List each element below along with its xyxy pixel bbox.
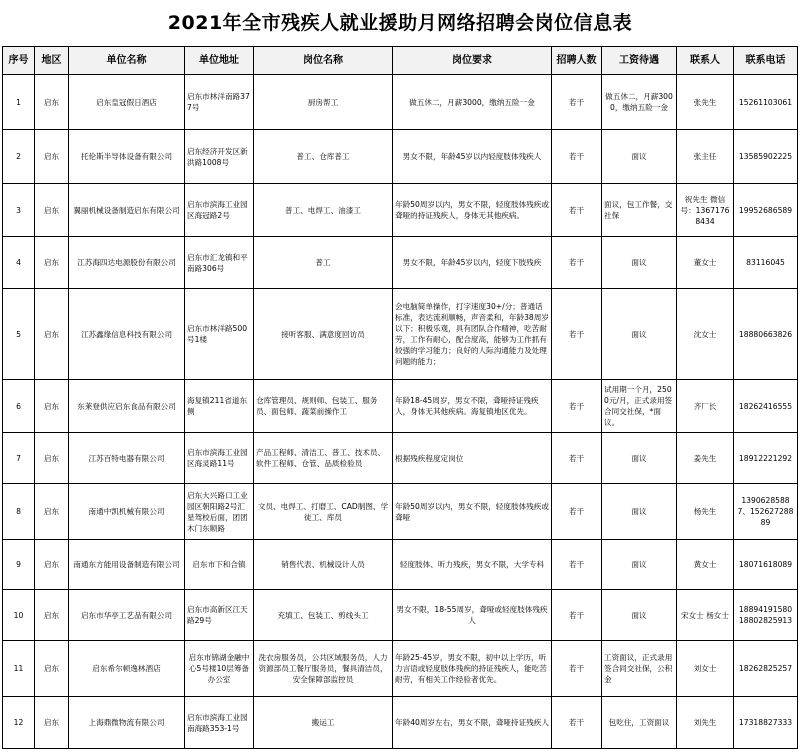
table-row	[3, 380, 798, 433]
header-row	[3, 47, 798, 75]
cell-contact: 齐厂长	[677, 380, 734, 433]
cell-salary: 做五休二，月薪3000，缴纳五险一金	[602, 75, 677, 130]
cell-company: 江苏百特电器有限公司	[69, 433, 185, 484]
cell-region: 启东	[35, 184, 69, 237]
cell-requirement: 男女不限，年龄45岁以内轻度肢体残疾人	[393, 130, 552, 184]
cell-requirement: 年龄25-45岁，男女不限，初中以上学历，听力言语或轻度肢体残疾的持证残疾人，能吃苦耐劳，有相关工作经验者优先。	[393, 641, 552, 697]
sheet-title: 2021年全市残疾人就业援助月网络招聘会岗位信息表	[167, 12, 633, 34]
cell-no: 8	[3, 484, 35, 540]
cell-contact: 黄女士	[677, 540, 734, 590]
cell-region: 启东	[35, 75, 69, 130]
cell-region: 启东	[35, 590, 69, 641]
cell-region: 启东	[35, 641, 69, 697]
table-row	[3, 484, 798, 540]
cell-salary: 面议，包工作餐，交社保	[602, 184, 677, 237]
cell-company: 托伦斯半导体设备有限公司	[69, 130, 185, 184]
cell-address: 启东市滨海工业园南海路353-1号	[185, 697, 254, 749]
cell-requirement: 年龄40周岁左右，男女不限，聋哑持证残疾人	[393, 697, 552, 749]
cell-address: 海复镇211省道东侧	[185, 380, 254, 433]
cell-count: 若干	[552, 380, 602, 433]
cell-no: 7	[3, 433, 35, 484]
cell-requirement: 年龄50周岁以内，男女不限，轻度肢体残疾或聋哑的持证残疾人，身体无其他疾病。	[393, 184, 552, 237]
cell-address: 启东市滨海工业园区海灵路11号	[185, 433, 254, 484]
cell-position: 洗衣房服务员，公共区域服务员，人力资源部员工餐厅服务员，餐具清洁员，安全保障部监控员	[254, 641, 393, 697]
cell-requirement: 男女不限，18-55周岁，聋哑或轻度肢体残疾人	[393, 590, 552, 641]
cell-address: 启东市锦湖金融中心5号楼10层筹备办公室	[185, 641, 254, 697]
cell-position: 普工、仓库普工	[254, 130, 393, 184]
table-row	[3, 289, 798, 380]
cell-company: 东莱登供应启东食品有限公司	[69, 380, 185, 433]
header-address: 单位地址	[185, 47, 254, 75]
table-row	[3, 130, 798, 184]
cell-address: 启东市高新区江天路29号	[185, 590, 254, 641]
cell-salary: 工资面议，正式录用签合同交社保，公积金	[602, 641, 677, 697]
header-salary: 工资待遇	[602, 47, 677, 75]
table-row	[3, 433, 798, 484]
cell-salary: 试用期一个月，2500元/月，正式录用签合同交社保，*面议。	[602, 380, 677, 433]
cell-requirement: 根据残疾程度定岗位	[393, 433, 552, 484]
cell-company: 上海鼎微物流有限公司	[69, 697, 185, 749]
cell-count: 若干	[552, 697, 602, 749]
cell-requirement: 轻度肢体、听力残疾，男女不限，大学专科	[393, 540, 552, 590]
cell-contact: 董女士	[677, 237, 734, 289]
cell-address: 启东市汇龙镇和平南路306号	[185, 237, 254, 289]
cell-phone: 83116045	[734, 237, 798, 289]
cell-salary: 面议	[602, 433, 677, 484]
cell-salary: 面议	[602, 590, 677, 641]
table-row	[3, 184, 798, 237]
cell-phone: 19952686589	[734, 184, 798, 237]
table-row	[3, 540, 798, 590]
cell-no: 2	[3, 130, 35, 184]
cell-region: 启东	[35, 380, 69, 433]
cell-phone: 13585902225	[734, 130, 798, 184]
cell-count: 若干	[552, 289, 602, 380]
cell-no: 4	[3, 237, 35, 289]
cell-requirement: 男女不限，年龄45岁以内，轻度下肢残疾	[393, 237, 552, 289]
cell-phone: 18071618089	[734, 540, 798, 590]
cell-region: 启东	[35, 289, 69, 380]
table-row	[3, 75, 798, 130]
cell-company: 南通中凯机械有限公司	[69, 484, 185, 540]
cell-contact: 刘先生	[677, 697, 734, 749]
cell-salary: 面议	[602, 484, 677, 540]
table-row	[3, 590, 798, 641]
cell-count: 若干	[552, 590, 602, 641]
cell-count: 若干	[552, 130, 602, 184]
cell-requirement: 年龄50周岁以内，男女不限，轻度肢体残疾或聋哑	[393, 484, 552, 540]
cell-no: 10	[3, 590, 35, 641]
cell-company: 江苏鑫缘信息科技有限公司	[69, 289, 185, 380]
cell-phone: 17318827333	[734, 697, 798, 749]
cell-count: 若干	[552, 540, 602, 590]
header-requirement: 岗位要求	[393, 47, 552, 75]
cell-no: 11	[3, 641, 35, 697]
cell-no: 6	[3, 380, 35, 433]
table-row	[3, 641, 798, 697]
table-row	[3, 237, 798, 289]
header-position: 岗位名称	[254, 47, 393, 75]
cell-company: 江苏海四达电源股份有限公司	[69, 237, 185, 289]
cell-position: 产品工程师、清洁工、普工、技术员、软件工程师、仓管、品质检验员	[254, 433, 393, 484]
cell-phone: 18262416555	[734, 380, 798, 433]
cell-company: 南通东方能用设备制造有限公司	[69, 540, 185, 590]
cell-address: 启东市下和合镇	[185, 540, 254, 590]
cell-count: 若干	[552, 75, 602, 130]
cell-position: 仓库管理员、规则师、包装工、服务员、面包师、蔬菜前操作工	[254, 380, 393, 433]
cell-requirement: 会电脑简单操作，打字速度30+/分；普通话标准，表达流利顺畅，声音柔和，年龄38周岁以下；积极乐观，具有团队合作精神，吃苦耐劳，工作有耐心，配合度高，能够为工作抓有较强的学习能力；良好的人际沟通能力及处理问题的能力；	[393, 289, 552, 380]
cell-no: 12	[3, 697, 35, 749]
cell-contact: 刘女士	[677, 641, 734, 697]
cell-position: 接听客服、满意度回访员	[254, 289, 393, 380]
cell-address: 启东大兴路口工业园区朝阳路2号汇星驾校后面，团团木门东顺路	[185, 484, 254, 540]
cell-position: 厨房帮工	[254, 75, 393, 130]
cell-region: 启东	[35, 237, 69, 289]
cell-requirement: 做五休二，月薪3000，缴纳五险一金	[393, 75, 552, 130]
cell-count: 若干	[552, 641, 602, 697]
cell-position: 普工	[254, 237, 393, 289]
cell-contact: 祝先生 微信号：13671768434	[677, 184, 734, 237]
cell-company: 翼丽机械设备制造启东有限公司	[69, 184, 185, 237]
header-no: 序号	[3, 47, 35, 75]
cell-region: 启东	[35, 540, 69, 590]
cell-phone: 13906285887、15262728889	[734, 484, 798, 540]
cell-address: 启东市林洋路500号1楼	[185, 289, 254, 380]
cell-phone: 18912221292	[734, 433, 798, 484]
cell-phone: 18880663826	[734, 289, 798, 380]
cell-region: 启东	[35, 697, 69, 749]
header-contact: 联系人	[677, 47, 734, 75]
cell-contact: 姜先生	[677, 433, 734, 484]
cell-address: 启东市滨海工业园区海冠路2号	[185, 184, 254, 237]
cell-contact: 宋女士 杨女士	[677, 590, 734, 641]
cell-region: 启东	[35, 130, 69, 184]
cell-company: 启东皇冠假日酒店	[69, 75, 185, 130]
cell-no: 9	[3, 540, 35, 590]
cell-contact: 张主任	[677, 130, 734, 184]
cell-count: 若干	[552, 433, 602, 484]
cell-requirement: 年龄18-45周岁，男女不限，聋哑持证残疾人，身体无其他疾病。海复镇地区优先。	[393, 380, 552, 433]
cell-address: 启东市林洋南路377号	[185, 75, 254, 130]
header-phone: 联系电话	[734, 47, 798, 75]
cell-contact: 沈女士	[677, 289, 734, 380]
cell-position: 文员、电焊工、打磨工、CAD制图、学徒工、库员	[254, 484, 393, 540]
cell-count: 若干	[552, 237, 602, 289]
cell-position: 充填工、包装工、剪线头工	[254, 590, 393, 641]
cell-no: 5	[3, 289, 35, 380]
cell-count: 若干	[552, 484, 602, 540]
cell-contact: 杨先生	[677, 484, 734, 540]
cell-phone: 18262825257	[734, 641, 798, 697]
cell-contact: 张先生	[677, 75, 734, 130]
table-row	[3, 697, 798, 749]
cell-company: 启东市华亭工艺品有限公司	[69, 590, 185, 641]
cell-salary: 面议	[602, 540, 677, 590]
header-count: 招聘人数	[552, 47, 602, 75]
header-region: 地区	[35, 47, 69, 75]
cell-no: 1	[3, 75, 35, 130]
cell-address: 启东经济开发区新洪路1008号	[185, 130, 254, 184]
cell-position: 搬运工	[254, 697, 393, 749]
job-table	[2, 46, 798, 749]
cell-region: 启东	[35, 433, 69, 484]
cell-salary: 包吃住，工资面议	[602, 697, 677, 749]
cell-region: 启东	[35, 484, 69, 540]
cell-position: 销售代表、机械设计人员	[254, 540, 393, 590]
header-company: 单位名称	[69, 47, 185, 75]
cell-salary: 面议	[602, 237, 677, 289]
cell-position: 普工、电焊工、油漆工	[254, 184, 393, 237]
cell-salary: 面议	[602, 130, 677, 184]
cell-count: 若干	[552, 184, 602, 237]
cell-phone: 15261103061	[734, 75, 798, 130]
cell-no: 3	[3, 184, 35, 237]
cell-salary: 面议	[602, 289, 677, 380]
cell-company: 启东希尔顿逸林酒店	[69, 641, 185, 697]
cell-phone: 18894191580 18802825913	[734, 590, 798, 641]
